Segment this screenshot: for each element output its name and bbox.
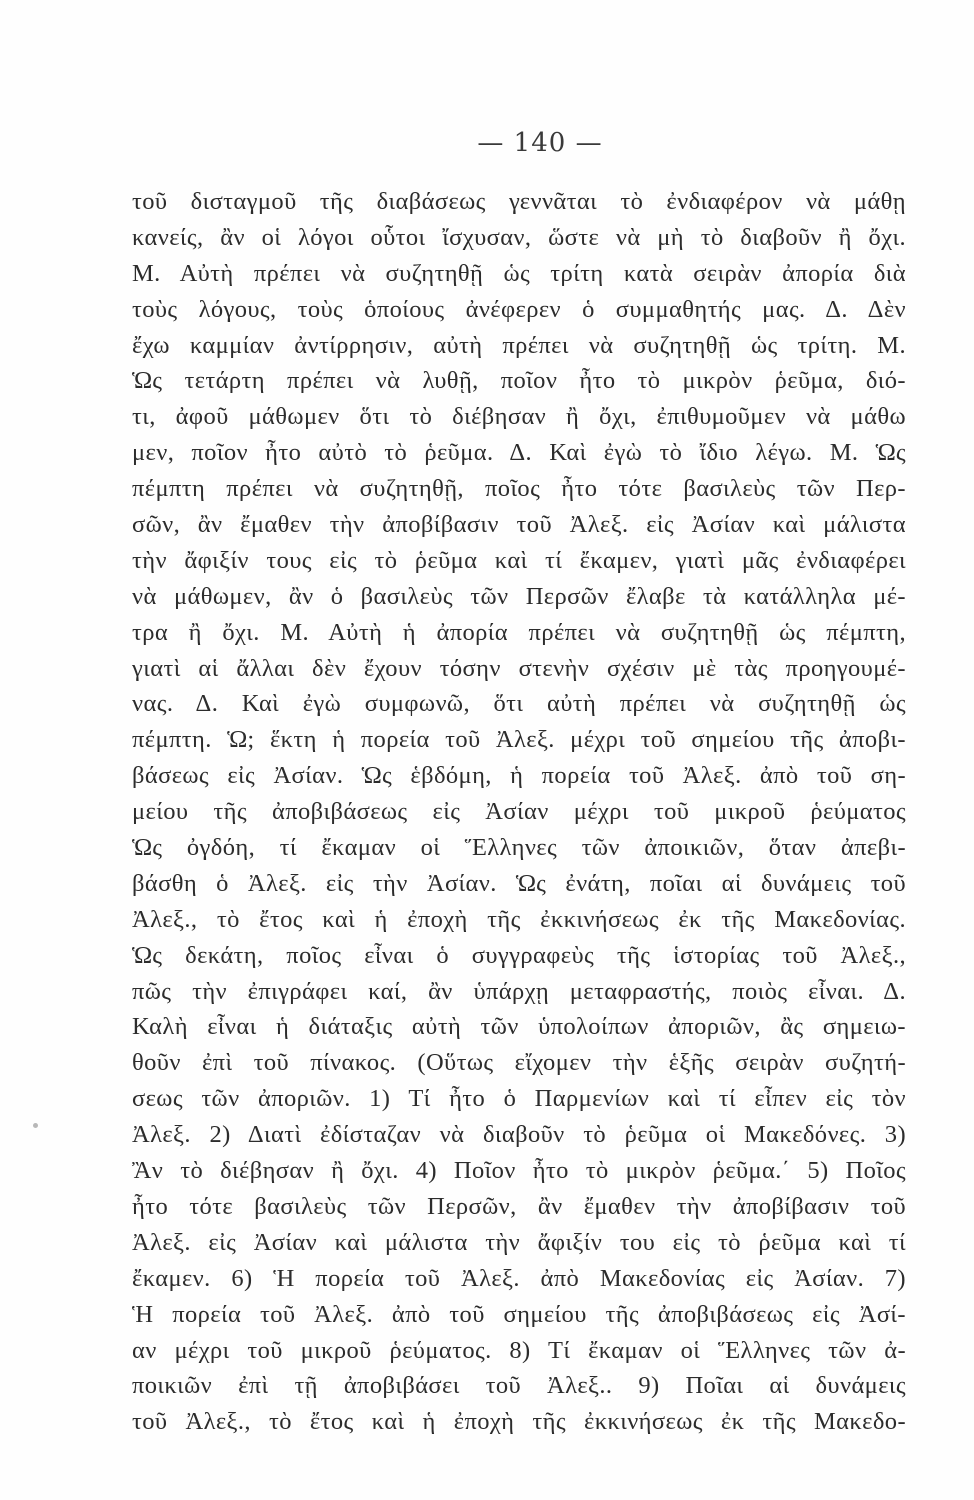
- text-line: νὰ μάθωμεν, ἂν ὁ βασιλεὺς τῶν Περσῶν ἔλαβε τὰ κατάλληλα μέ-: [132, 582, 906, 610]
- text-line: Μ. Αὐτὴ πρέπει νὰ συζητηθῇ ὡς τρίτη κατὰ σειρὰν ἀπορία διὰ: [132, 259, 906, 287]
- body-text: [132, 184, 906, 1440]
- text-line: πῶς τὴν ἐπιγράφει καί, ἂν ὑπάρχῃ μεταφραστής, ποιὸς εἶναι. Δ.: [132, 977, 906, 1005]
- text-line: τι, ἀφοῦ μάθωμεν ὅτι τὸ διέβησαν ἢ ὄχι, ἐπιθυμοῦμεν νὰ μάθω: [132, 403, 906, 431]
- text-line: νας. Δ. Καὶ ἐγὼ συμφωνῶ, ὅτι αὐτὴ πρέπει νὰ συζητηθῇ ὡς: [132, 690, 906, 718]
- text-line: σεως τῶν ἀποριῶν. 1) Τί ἦτο ὁ Παρμενίων καὶ τί εἶπεν εἰς τὸν: [132, 1085, 906, 1113]
- text-line: Ἀλεξ. 2) Διατὶ ἐδίσταζαν νὰ διαβοῦν τὸ ῥεῦμα οἱ Μακεδόνες. 3): [132, 1121, 906, 1149]
- text-line: σῶν, ἂν ἔμαθεν τὴν ἀποβίβασιν τοῦ Ἀλεξ. εἰς Ἀσίαν καὶ μάλιστα: [132, 511, 906, 539]
- text-line: ἔχω καμμίαν ἀντίρρησιν, αὐτὴ πρέπει νὰ συζητηθῇ ὡς τρίτη. Μ.: [132, 331, 906, 359]
- text-line: ἔκαμεν. 6) Ἡ πορεία τοῦ Ἀλεξ. ἀπὸ Μακεδονίας εἰς Ἀσίαν. 7): [132, 1264, 906, 1292]
- text-line: μείου τῆς ἀποβιβάσεως εἰς Ἀσίαν μέχρι τοῦ μικροῦ ῥεύματος: [132, 798, 906, 826]
- text-line: Ὡς δεκάτη, ποῖος εἶναι ὁ συγγραφεὺς τῆς ἱστορίας τοῦ Ἀλεξ.,: [132, 941, 906, 969]
- text-line: πέμπτη πρέπει νὰ συζητηθῇ, ποῖος ἦτο τότε βασιλεὺς τῶν Περ-: [132, 475, 906, 503]
- text-line: πέμπτη. Ὡ; ἕκτη ἡ πορεία τοῦ Ἀλεξ. μέχρι τοῦ σημείου τῆς ἀποβι-: [132, 726, 906, 754]
- text-line: τοῦ Ἀλεξ., τὸ ἔτος καὶ ἡ ἐποχὴ τῆς ἐκκινήσεως ἐκ τῆς Μακεδο-: [132, 1408, 906, 1436]
- text-line: ποικιῶν ἐπὶ τῇ ἀποβιβάσει τοῦ Ἀλεξ.. 9) Ποῖαι αἱ δυνάμεις: [132, 1372, 906, 1400]
- text-line: τὴν ἄφιξίν τους εἰς τὸ ῥεῦμα καὶ τί ἔκαμεν, γιατὶ μᾶς ἐνδιαφέρει: [132, 546, 906, 574]
- page-number: — 140 —: [477, 128, 603, 158]
- text-line: Ἡ πορεία τοῦ Ἀλεξ. ἀπὸ τοῦ σημείου τῆς ἀποβιβάσεως εἰς Ἀσί-: [132, 1300, 906, 1328]
- text-line: ἦτο τότε βασιλεὺς τῶν Περσῶν, ἂν ἔμαθεν τὴν ἀποβίβασιν τοῦ: [132, 1192, 906, 1220]
- text-line: τρα ἢ ὄχι. Μ. Αὐτὴ ἡ ἀπορία πρέπει νὰ συζητηθῇ ὡς πέμπτη,: [132, 618, 906, 646]
- text-line: Ἂν τὸ διέβησαν ἢ ὄχι. 4) Ποῖον ἦτο τὸ μικρὸν ῥεῦμα.΄ 5) Ποῖος: [132, 1157, 906, 1185]
- paper-speck: [33, 1123, 38, 1128]
- text-line: Ἀλεξ. εἰς Ἀσίαν καὶ μάλιστα τὴν ἄφιξίν του εἰς τὸ ῥεῦμα καὶ τί: [132, 1228, 906, 1256]
- text-line: τοὺς λόγους, τοὺς ὁποίους ἀνέφερεν ὁ συμμαθητής μας. Δ. Δὲν: [132, 295, 906, 323]
- text-line: κανείς, ἂν οἱ λόγοι οὗτοι ἴσχυσαν, ὥστε νὰ μὴ τὸ διαβοῦν ἢ ὄχι.: [132, 223, 906, 251]
- text-line: Ὡς τετάρτη πρέπει νὰ λυθῇ, ποῖον ἦτο τὸ μικρὸν ῥεῦμα, διό-: [132, 367, 906, 395]
- text-line: Ἀλεξ., τὸ ἔτος καὶ ἡ ἐποχὴ τῆς ἐκκινήσεως ἐκ τῆς Μακεδονίας.: [132, 905, 906, 933]
- text-line: τοῦ δισταγμοῦ τῆς διαβάσεως γεννᾶται τὸ ἐνδιαφέρον νὰ μάθῃ: [132, 188, 906, 215]
- text-line: θοῦν ἐπὶ τοῦ πίνακος. (Οὕτως εἴχομεν τὴν ἑξῆς σειρὰν συζητή-: [132, 1049, 906, 1077]
- text-line: αν μέχρι τοῦ μικροῦ ῥεύματος. 8) Τί ἔκαμαν οἱ Ἕλληνες τῶν ἀ-: [132, 1336, 906, 1364]
- text-line: γιατὶ αἱ ἄλλαι δὲν ἔχουν τόσην στενὴν σχέσιν μὲ τὰς προηγουμέ-: [132, 654, 906, 682]
- text-line: Καλὴ εἶναι ἡ διάταξις αὐτὴ τῶν ὑπολοίπων ἀποριῶν, ἂς σημειω-: [132, 1013, 906, 1041]
- text-line: βάσεως εἰς Ἀσίαν. Ὡς ἑβδόμη, ἡ πορεία τοῦ Ἀλεξ. ἀπὸ τοῦ ση-: [132, 762, 906, 790]
- text-line: Ὡς ὀγδόη, τί ἔκαμαν οἱ Ἕλληνες τῶν ἀποικιῶν, ὅταν ἀπεβι-: [132, 834, 906, 862]
- text-line: βάσθη ὁ Ἀλεξ. εἰς τὴν Ἀσίαν. Ὡς ἐνάτη, ποῖαι αἱ δυνάμεις τοῦ: [132, 869, 906, 897]
- text-line: μεν, ποῖον ἦτο αὐτὸ τὸ ῥεῦμα. Δ. Καὶ ἐγὼ τὸ ἴδιο λέγω. Μ. Ὡς: [132, 439, 906, 467]
